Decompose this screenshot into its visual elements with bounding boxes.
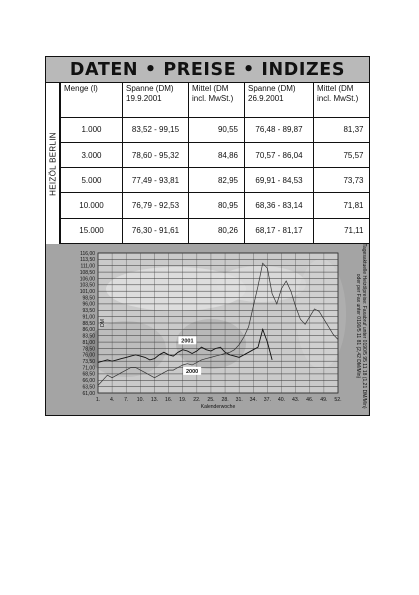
table-cell: 81,37 — [314, 117, 370, 142]
table-cell: 5.000 — [61, 168, 123, 193]
banner-title: DATEN • PREISE • INDIZES — [46, 57, 369, 83]
table-cell: 68,17 - 81,17 — [245, 218, 314, 243]
y-tick-label: 86,00 — [82, 327, 95, 334]
y-tick-label: 61,00 — [82, 390, 95, 397]
column-header: Mittel (DM incl. MwSt.) — [314, 83, 370, 117]
table-row — [61, 218, 370, 243]
table-cell: 90,55 — [189, 117, 245, 142]
y-tick-label: 116,00 — [80, 250, 95, 257]
y-tick-label: 103,50 — [79, 282, 95, 289]
x-tick-label: 28. — [221, 397, 229, 403]
table-row — [61, 193, 370, 218]
table-cell: 3.000 — [61, 142, 123, 167]
price-chart-svg — [46, 244, 368, 415]
table-cell: 15.000 — [61, 218, 123, 243]
price-table — [60, 83, 370, 244]
y-tick-label: 108,50 — [79, 269, 95, 276]
table-cell: 80,95 — [189, 193, 245, 218]
x-tick-label: 10. — [136, 397, 144, 403]
x-tick-label: 46. — [306, 397, 314, 403]
x-tick-label: 19. — [179, 397, 187, 403]
y-tick-label: 83,50 — [82, 333, 95, 340]
table-row — [61, 168, 370, 193]
table-cell: 76,48 - 89,87 — [245, 117, 314, 142]
x-tick-label: 25. — [207, 397, 215, 403]
x-tick-label: 31. — [235, 397, 243, 403]
table-header-row — [61, 83, 370, 117]
data-panel — [45, 56, 370, 416]
y-tick-label: 113,50 — [80, 257, 95, 264]
y-tick-label: 78,50 — [82, 346, 95, 353]
y-tick-label: 98,50 — [82, 295, 95, 302]
x-tick-label: 4. — [109, 397, 115, 403]
series-label: 2001 — [181, 338, 194, 345]
column-header: Mittel (DM incl. MwSt.) — [189, 83, 245, 117]
table-cell: 71,11 — [314, 218, 370, 243]
y-tick-label: 101,00 — [79, 288, 95, 295]
fax-hint-text: Tagesaktuelle Heizölpreise: Faxabruf unter 0190/5 95 11 18 (1,21 DM/Min) oder per Fax unter 0190/5 11 81 (2,42 DM/Min) — [355, 244, 367, 409]
table-cell: 84,86 — [189, 142, 245, 167]
x-axis-label: Kalenderwoche — [200, 404, 236, 410]
x-tick-label: 1. — [95, 397, 101, 403]
x-tick-label: 7. — [124, 397, 129, 403]
x-tick-label: 16. — [164, 397, 173, 403]
y-axis-label: DM — [100, 319, 106, 327]
fax-hint — [355, 244, 367, 409]
y-tick-label: 63,50 — [82, 384, 95, 391]
y-tick-label: 91,00 — [82, 314, 95, 321]
y-tick-label: 96,00 — [82, 301, 95, 308]
side-label — [46, 83, 60, 244]
x-tick-label: 49. — [320, 397, 328, 403]
table-cell: 76,79 - 92,53 — [123, 193, 189, 218]
price-chart — [46, 244, 369, 415]
y-tick-label: 71,00 — [82, 365, 95, 372]
x-tick-label: 13. — [150, 397, 159, 403]
column-header: Menge (l) — [61, 83, 123, 117]
y-tick-label: 68,50 — [82, 371, 95, 378]
table-cell: 73,73 — [314, 168, 370, 193]
table-row — [61, 142, 370, 167]
y-tick-label: 88,50 — [82, 320, 95, 327]
x-tick-label: 37. — [263, 397, 272, 403]
table-cell: 1.000 — [61, 117, 123, 142]
series-label: 2000 — [185, 369, 199, 376]
table-cell: 76,30 - 91,61 — [123, 218, 189, 243]
table-cell: 80,26 — [189, 218, 245, 243]
y-tick-label: 66,00 — [82, 378, 95, 385]
table-cell: 71,81 — [314, 193, 370, 218]
y-tick-label: 111,00 — [80, 263, 95, 270]
table-cell: 83,52 - 99,15 — [123, 117, 189, 142]
x-tick-label: 52. — [334, 397, 342, 403]
table-cell: 75,57 — [314, 142, 370, 167]
table-cell: 77,49 - 93,81 — [123, 168, 189, 193]
table-cell: 69,91 - 84,53 — [245, 168, 314, 193]
x-tick-label: 34. — [249, 397, 257, 403]
table-cell: 10.000 — [61, 193, 123, 218]
x-tick-label: 22. — [193, 397, 201, 403]
side-label-text: HEIZÖL BERLIN — [48, 131, 57, 196]
table-cell: 70,57 - 86,04 — [245, 142, 314, 167]
y-tick-label: 81,00 — [82, 339, 95, 346]
table-cell: 68,36 - 83,14 — [245, 193, 314, 218]
price-table-section — [46, 83, 369, 244]
x-tick-label: 40. — [277, 397, 286, 403]
y-tick-label: 106,00 — [79, 276, 95, 283]
table-cell: 78,60 - 95,32 — [123, 142, 189, 167]
column-header: Spanne (DM) 26.9.2001 — [245, 83, 314, 117]
x-tick-label: 43. — [292, 397, 300, 403]
column-header: Spanne (DM) 19.9.2001 — [123, 83, 189, 117]
table-row — [61, 117, 370, 142]
y-tick-label: 93,50 — [82, 308, 95, 315]
table-cell: 82,95 — [189, 168, 245, 193]
y-tick-label: 73,50 — [82, 358, 95, 365]
y-tick-label: 76,00 — [82, 352, 95, 359]
